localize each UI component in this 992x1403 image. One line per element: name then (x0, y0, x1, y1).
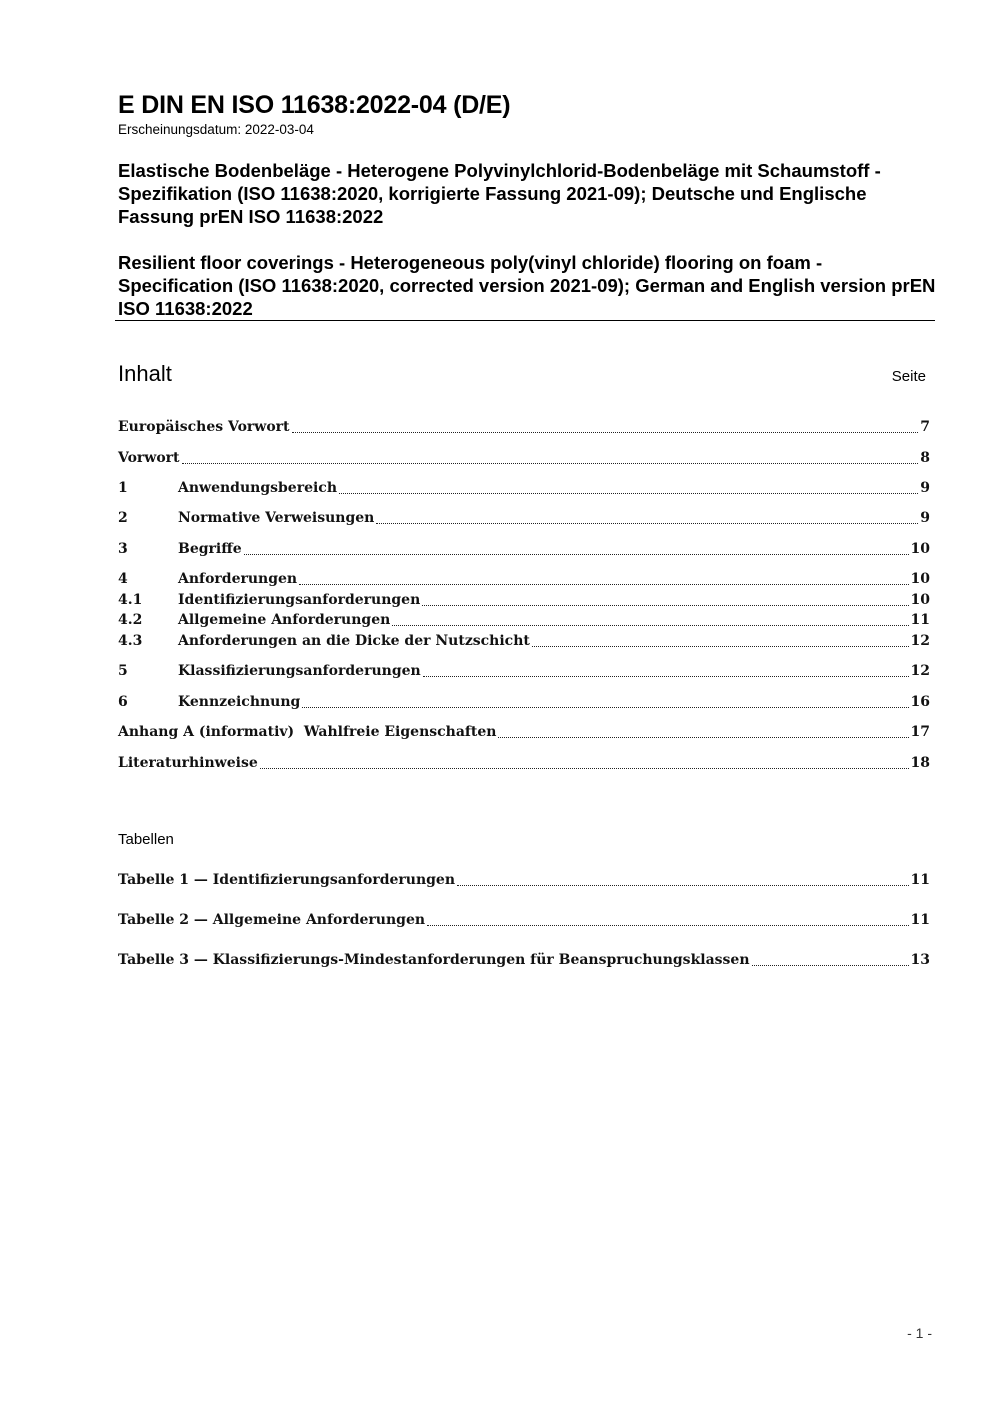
table-list-entry[interactable] (118, 910, 930, 930)
toc-entry[interactable] (118, 610, 930, 630)
toc-entry-page: 12 (910, 633, 930, 649)
toc-entry[interactable] (118, 569, 930, 589)
title-english: Resilient floor coverings - Heterogeneous poly(vinyl chloride) flooring on foam - Specification (ISO 11638:2020, corrected version 2021-09); German and English version prEN ISO 11638:2022 (118, 252, 936, 319)
toc-leader-dots (260, 764, 909, 769)
toc-entry-page: 18 (910, 755, 930, 771)
tables-heading: Tabellen (118, 831, 174, 848)
toc-entry-page: 8 (920, 450, 930, 466)
toc-entry-title: Klassifizierungsanforderungen (178, 663, 421, 679)
toc-entry-number: 5 (118, 663, 128, 679)
toc-entry-page: 12 (910, 663, 930, 679)
toc-leader-dots (532, 642, 909, 647)
toc-entry[interactable] (118, 478, 930, 498)
toc-leader-dots (299, 580, 908, 585)
toc-entry-page: 16 (910, 694, 930, 710)
toc-entry-title: Anhang A (informativ) Wahlfreie Eigenschaften (118, 724, 497, 740)
toc-heading: Inhalt (118, 361, 172, 386)
toc-entry[interactable] (118, 539, 930, 559)
toc-entry-title: Identifizierungsanforderungen (178, 592, 421, 608)
toc-entry[interactable] (118, 508, 930, 528)
toc-entry-title: Normative Verweisungen (178, 510, 375, 526)
toc-leader-dots (244, 550, 909, 555)
toc-entry[interactable] (118, 590, 930, 610)
toc-entry-title: Anforderungen (178, 571, 298, 587)
toc-entry[interactable] (118, 753, 930, 773)
toc-entry-page: 10 (910, 592, 930, 608)
toc-entry-page: 10 (910, 541, 930, 557)
title-german: Elastische Bodenbeläge - Heterogene Polyvinylchlorid-Bodenbeläge mit Schaumstoff - Spezifikation (ISO 11638:2020, korrigierte Fassung 2021-09); Deutsche und Englische Fassung prEN ISO 11638:2022 (118, 160, 881, 227)
toc-entry-title: Anwendungsbereich (178, 480, 337, 496)
toc-entry-title: Europäisches Vorwort (118, 419, 290, 435)
table-list-entry[interactable] (118, 950, 930, 970)
toc-entry-title: Literaturhinweise (118, 755, 258, 771)
toc-entry[interactable] (118, 417, 930, 437)
publication-date: Erscheinungsdatum: 2022-03-04 (118, 122, 314, 137)
toc-entry-title: Anforderungen an die Dicke der Nutzschicht (178, 633, 530, 649)
toc-leader-dots (422, 601, 908, 606)
toc-entry-number: 2 (118, 510, 128, 526)
toc-entry-title: Kennzeichnung (178, 694, 301, 710)
toc-entry-title: Vorwort (118, 450, 180, 466)
toc-entry-number: 3 (118, 541, 128, 557)
toc-leader-dots (339, 489, 918, 494)
toc-entry-number: 1 (118, 480, 128, 496)
toc-leader-dots (423, 672, 909, 677)
table-entry-page: 11 (910, 872, 930, 888)
table-entry-title: Tabelle 3 — Klassifizierungs-Mindestanforderungen für Beanspruchungsklassen (118, 952, 750, 968)
table-entry-title: Tabelle 2 — Allgemeine Anforderungen (118, 912, 426, 928)
toc-entry-page: 10 (910, 571, 930, 587)
title-divider (115, 320, 935, 321)
toc-leader-dots (292, 428, 919, 433)
toc-leader-dots (182, 459, 919, 464)
toc-entry-page: 9 (920, 480, 930, 496)
document-id: E DIN EN ISO 11638:2022-04 (D/E) (118, 91, 511, 119)
toc-leader-dots (392, 621, 908, 626)
toc-entry-number: 4 (118, 571, 128, 587)
toc-entry-page: 11 (910, 612, 930, 628)
toc-entry-title: Allgemeine Anforderungen (178, 612, 391, 628)
toc-leader-dots (302, 703, 908, 708)
toc-entry[interactable] (118, 722, 930, 742)
toc-leader-dots (457, 881, 909, 886)
toc-entry-title: Begriffe (178, 541, 242, 557)
toc-leader-dots (752, 961, 909, 966)
toc-entry[interactable] (118, 661, 930, 681)
toc-entry-number: 4.3 (118, 633, 143, 649)
page-column-label: Seite (891, 368, 926, 385)
toc-leader-dots (427, 921, 908, 926)
toc-entry-page: 9 (920, 510, 930, 526)
toc-leader-dots (376, 519, 918, 524)
toc-leader-dots (498, 733, 908, 738)
page-number: - 1 - (907, 1325, 932, 1341)
toc-entry-page: 7 (920, 419, 930, 435)
toc-entry[interactable] (118, 692, 930, 712)
table-entry-page: 11 (910, 912, 930, 928)
toc-entry-number: 6 (118, 694, 128, 710)
toc-entry-page: 17 (910, 724, 930, 740)
table-list-entry[interactable] (118, 870, 930, 890)
toc-entry-number: 4.1 (118, 592, 143, 608)
table-entry-page: 13 (910, 952, 930, 968)
toc-entry[interactable] (118, 448, 930, 468)
toc-entry[interactable] (118, 631, 930, 651)
toc-entry-number: 4.2 (118, 612, 143, 628)
table-entry-title: Tabelle 1 — Identifizierungsanforderungen (118, 872, 456, 888)
